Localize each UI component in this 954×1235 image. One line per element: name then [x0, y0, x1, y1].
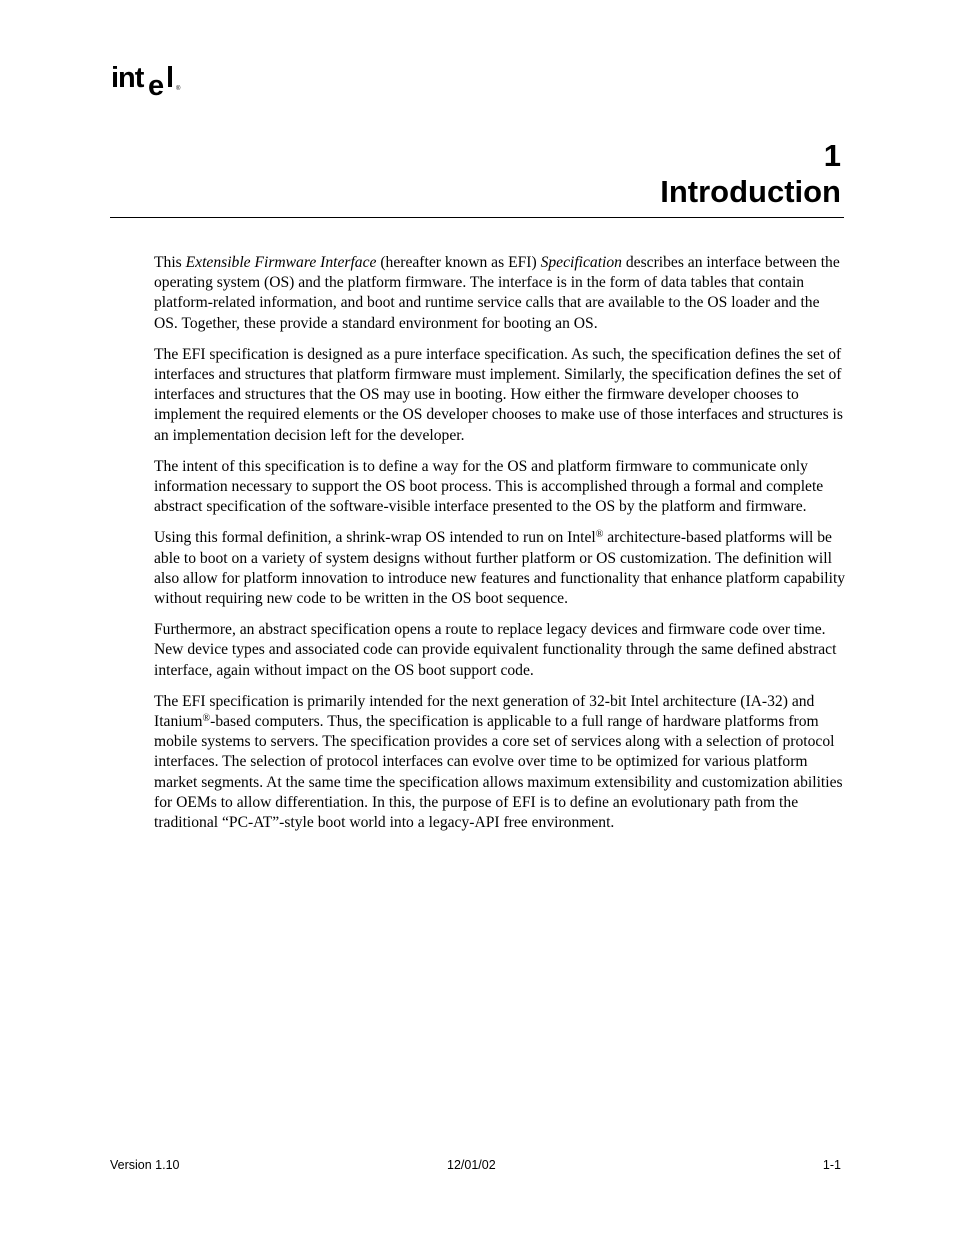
paragraph-1 [154, 253, 846, 334]
chapter-title: Introduction [660, 174, 841, 209]
p1-emphasis-2: Specification [540, 254, 622, 271]
svg-text:e: e [148, 70, 165, 102]
p6-text-b: -based computers. Thus, the specification is applicable to a full range of hardware platforms from mobile systems to servers. The specification provides a core set of services along with a selection of protocol interfaces. The selection of protocol interfaces can evolve over time to be optimized for various platform market segments. At the same time the specification allows maximum extensibility and customization abilities for OEMs to allow differentiation. In this, the purpose of EFI is to define an evolutionary path from the traditional “PC-AT”-style boot world into a legacy-API free environment. [154, 713, 843, 832]
header-rule [110, 217, 844, 218]
paragraph-4 [154, 528, 846, 609]
p6-text-a: The EFI specification is primarily intended for the next generation of 32-bit Intel architecture (IA-32) and Itanium [154, 692, 815, 731]
registered-mark: ® [595, 529, 604, 541]
paragraph-2: The EFI specification is designed as a pure interface specification. As such, the specification defines the set of interfaces and structures that platform firmware must implement. Similarly, the specification defines the set of interfaces and structures that the OS may use in booting. How either the firmware developer chooses to implement the required elements or the OS developer chooses to make use of those interfaces and structures is an implementation decision left for the developer. [154, 345, 843, 444]
p1-text-c: describes an interface between the operating system (OS) and the platform firmware. The interface is in the form of data tables that contain platform-related information, and boot and runtime service calls that are available to the OS loader and the OS. Together, these provide a standard environment for booting an OS. [154, 254, 840, 332]
footer-date: 12/01/02 [447, 1158, 496, 1172]
paragraph-6 [154, 692, 846, 833]
paragraph-3: The intent of this specification is to define a way for the OS and platform firmware to communicate only information necessary to support the OS boot process. This is accomplished through a formal and complete abstract specification of the software-visible interface presented to the OS by the platform and firmware. [154, 457, 824, 516]
p4-text-b: architecture-based platforms will be able to boot on a variety of system designs without further platform or OS customization. The definition will also allow for platform innovation to introduce new features and functionality that enhance platform capability without requiring new code to be written in the OS boot sequence. [154, 529, 846, 608]
body-text [154, 253, 846, 844]
chapter-number: 1 [823, 138, 841, 173]
intel-logo [110, 58, 190, 102]
svg-text:l: l [166, 62, 175, 94]
svg-text:®: ® [176, 86, 181, 92]
footer-version: Version 1.10 [110, 1158, 180, 1172]
registered-mark: ® [202, 713, 211, 725]
p1-text-a: This [154, 254, 186, 271]
svg-text:int: int [111, 62, 144, 94]
p1-text-b: (hereafter known as EFI) [376, 254, 541, 271]
paragraph-5: Furthermore, an abstract specification opens a route to replace legacy devices and firmware code over time. New device types and associated code can provide equivalent functionality through the same defined abstract interface, again without impact on the OS boot support code. [154, 621, 837, 679]
footer-page-number: 1-1 [822, 1158, 841, 1172]
p4-text-a: Using this formal definition, a shrink-wrap OS intended to run on Intel [154, 529, 596, 547]
p1-emphasis-1: Extensible Firmware Interface [185, 254, 377, 271]
